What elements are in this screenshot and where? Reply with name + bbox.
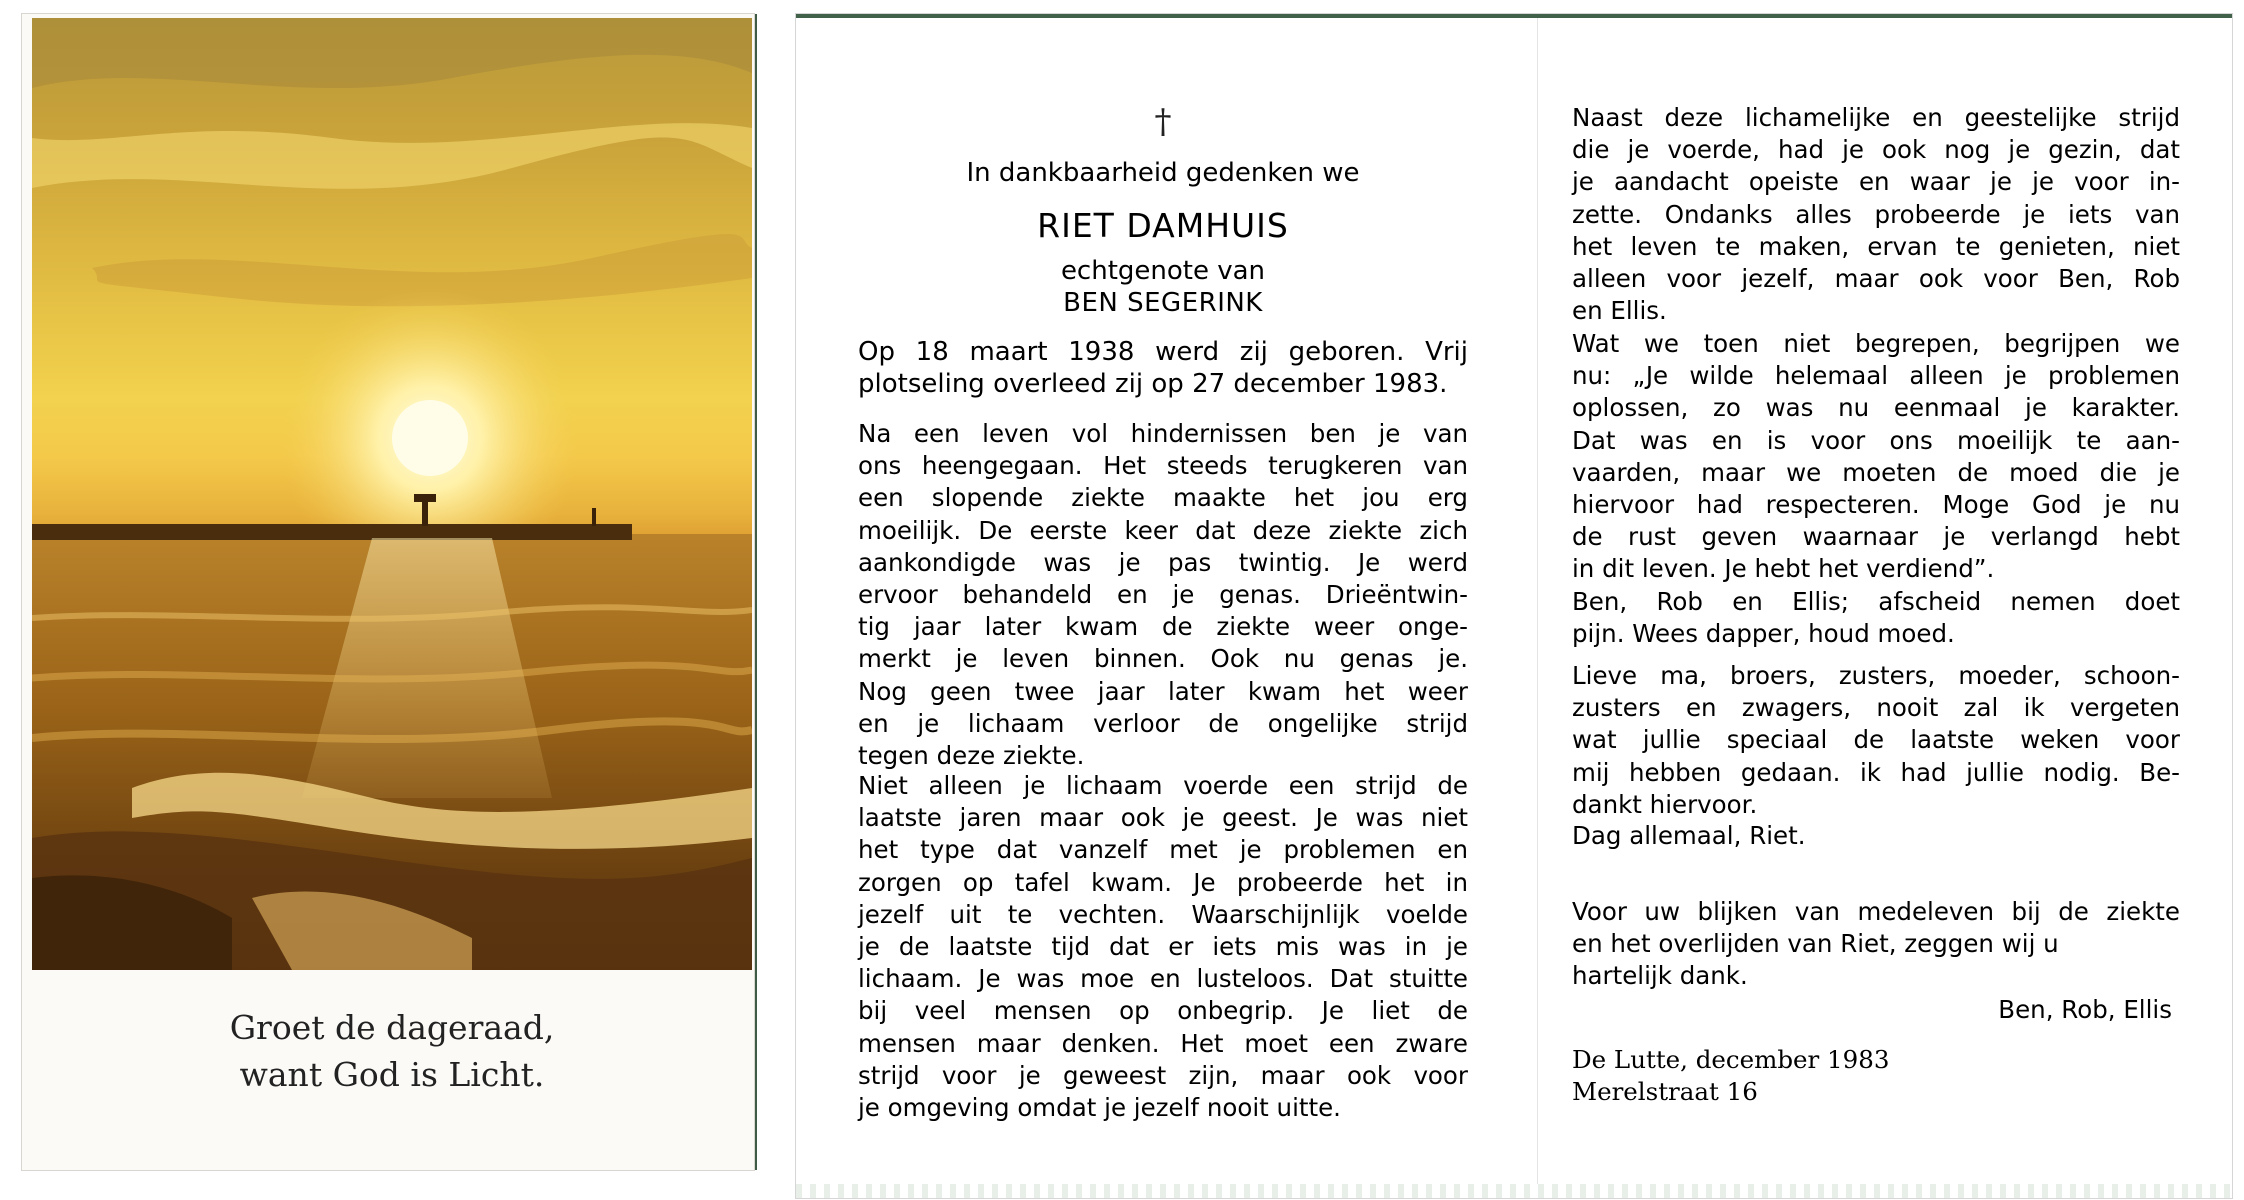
- text-line: bij veel mensen op onbegrip. Je liet de: [858, 996, 1468, 1026]
- text-line: het type dat vanzelf met je problemen en: [858, 835, 1468, 865]
- text-line: hiervoor had respecteren. Moge God je nu: [1572, 490, 2180, 520]
- text-card: [796, 14, 2232, 1198]
- dates-line: plotseling overleed zij op 27 december 1983.: [858, 369, 1448, 399]
- farewell-line: Dag allemaal, Riet.: [1572, 821, 1806, 850]
- text-line: zorgen op tafel kwam. Je probeerde het in: [858, 867, 1468, 897]
- sunset-sea-photo: [32, 18, 752, 970]
- text-line: nu: „Je wilde helemaal alleen je problemen: [1572, 361, 2180, 391]
- text-line: hartelijk dank.: [1572, 961, 1748, 991]
- text-line: oplossen, zo was nu eenmaal je karakter.: [1572, 393, 2180, 423]
- motto-line-1: Groet de dageraad,: [229, 1008, 555, 1047]
- text-line: Lieve ma, broers, zusters, moeder, schoon-: [1572, 661, 2180, 690]
- text-line: moeilijk. De eerste keer dat deze ziekte zich: [858, 515, 1468, 545]
- deceased-name: RIET DAMHUIS: [1037, 206, 1289, 245]
- paragraph-2: [858, 770, 1468, 1124]
- paragraph-3: [1572, 102, 2180, 327]
- spouse-label: echtgenote van: [1060, 256, 1266, 286]
- text-line: je de laatste tijd dat er iets mis was in je: [858, 932, 1468, 962]
- text-line: de rust geven waarnaar je verlangd hebt: [1572, 522, 2180, 552]
- text-line: Voor uw blijken van medeleven bij de ziekte: [1572, 897, 2180, 926]
- text-line: mij hebben gedaan. ik had jullie nodig. Be-: [1572, 757, 2180, 787]
- motto-line-2: want God is Licht.: [239, 1055, 545, 1094]
- spouse-name: BEN SEGERINK: [1063, 288, 1263, 318]
- text-line: jezelf uit te vechten. Waarschijnlijk voelde: [858, 899, 1468, 929]
- text-line: Naast deze lichamelijke en geestelijke strijd: [1572, 103, 2180, 132]
- paragraph-6: [1572, 660, 2180, 821]
- text-line: ons heengegaan. Het steeds terugkeren van: [858, 451, 1468, 481]
- text-line: en het overlijden van Riet, zeggen wij u: [1572, 929, 2059, 959]
- text-line: Na een leven vol hindernissen ben je van: [858, 419, 1468, 448]
- card-edge-strip: [796, 1184, 2232, 1198]
- text-line: je omgeving omdat je jezelf nooit uitte.: [858, 1093, 1341, 1123]
- text-line: merkt je leven binnen. Ook nu genas je.: [858, 644, 1468, 674]
- motto: [32, 1004, 752, 1098]
- signature: Ben, Rob, Ellis: [1998, 995, 2172, 1024]
- text-line: tig jaar later kwam de ziekte weer onge-: [858, 612, 1468, 642]
- place-date: De Lutte, december 1983: [1572, 1045, 1890, 1074]
- dates-paragraph: [858, 336, 1468, 400]
- text-line: Ben, Rob en Ellis; afscheid nemen doet: [1572, 587, 2180, 616]
- text-line: en Ellis.: [1572, 296, 1667, 326]
- text-line: Niet alleen je lichaam voerde een strijd de: [858, 771, 1468, 800]
- card-fold-divider: [1537, 18, 1538, 1198]
- text-line: vaarden, maar we moeten de moed die je: [1572, 457, 2180, 487]
- text-line: laatste jaren maar ook je geest. Je was niet: [858, 803, 1468, 833]
- picture-card: [22, 14, 754, 1170]
- text-line: alleen voor jezelf, maar ook voor Ben, Rob: [1572, 264, 2180, 294]
- text-line: zusters en zwagers, nooit zal ik vergeten: [1572, 693, 2180, 723]
- text-line: een slopende ziekte maakte het jou erg: [858, 483, 1468, 513]
- cross-icon: †: [1154, 102, 1172, 142]
- text-line: Dat was en is voor ons moeilijk te aan-: [1572, 425, 2180, 455]
- text-line: in dit leven. Je hebt het verdiend”.: [1572, 554, 1995, 584]
- text-line: die je voerde, had je ook nog je gezin, dat: [1572, 135, 2180, 165]
- text-line: pijn. Wees dapper, houd moed.: [1572, 619, 1955, 649]
- text-line: je aandacht opeiste en waar je je voor in-: [1572, 167, 2180, 197]
- sunset-illustration: [32, 18, 752, 970]
- place-and-address: [1572, 1044, 2180, 1108]
- paragraph-5: [1572, 586, 2180, 650]
- text-line: lichaam. Je was moe en lusteloos. Dat stuitte: [858, 964, 1468, 994]
- thanks-paragraph: [1572, 896, 2180, 993]
- text-line: dankt hiervoor.: [1572, 789, 1758, 819]
- paragraph-1: [858, 418, 1468, 772]
- dates-line: Op 18 maart 1938 werd zij geboren. Vrij: [858, 337, 1468, 367]
- text-line: en je lichaam verloor de ongelijke strijd: [858, 708, 1468, 738]
- text-line: Nog geen twee jaar later kwam het weer: [858, 676, 1468, 706]
- text-line: het leven te maken, ervan te genieten, niet: [1572, 231, 2180, 261]
- paragraph-4: [1572, 328, 2180, 586]
- text-line: mensen maar denken. Het moet een zware: [858, 1028, 1468, 1058]
- text-line: aankondigde was je pas twintig. Je werd: [858, 547, 1468, 577]
- text-line: ervoor behandeld en je genas. Drieëntwin-: [858, 580, 1468, 610]
- text-line: tegen deze ziekte.: [858, 741, 1085, 771]
- text-line: wat jullie speciaal de laatste weken voor: [1572, 725, 2180, 755]
- text-line: zette. Ondanks alles probeerde je iets van: [1572, 199, 2180, 229]
- text-line: Wat we toen niet begrepen, begrijpen we: [1572, 329, 2180, 358]
- intro-line: In dankbaarheid gedenken we: [966, 158, 1360, 188]
- address: Merelstraat 16: [1572, 1077, 1758, 1106]
- text-line: strijd voor je geweest zijn, maar ook voor: [858, 1060, 1468, 1090]
